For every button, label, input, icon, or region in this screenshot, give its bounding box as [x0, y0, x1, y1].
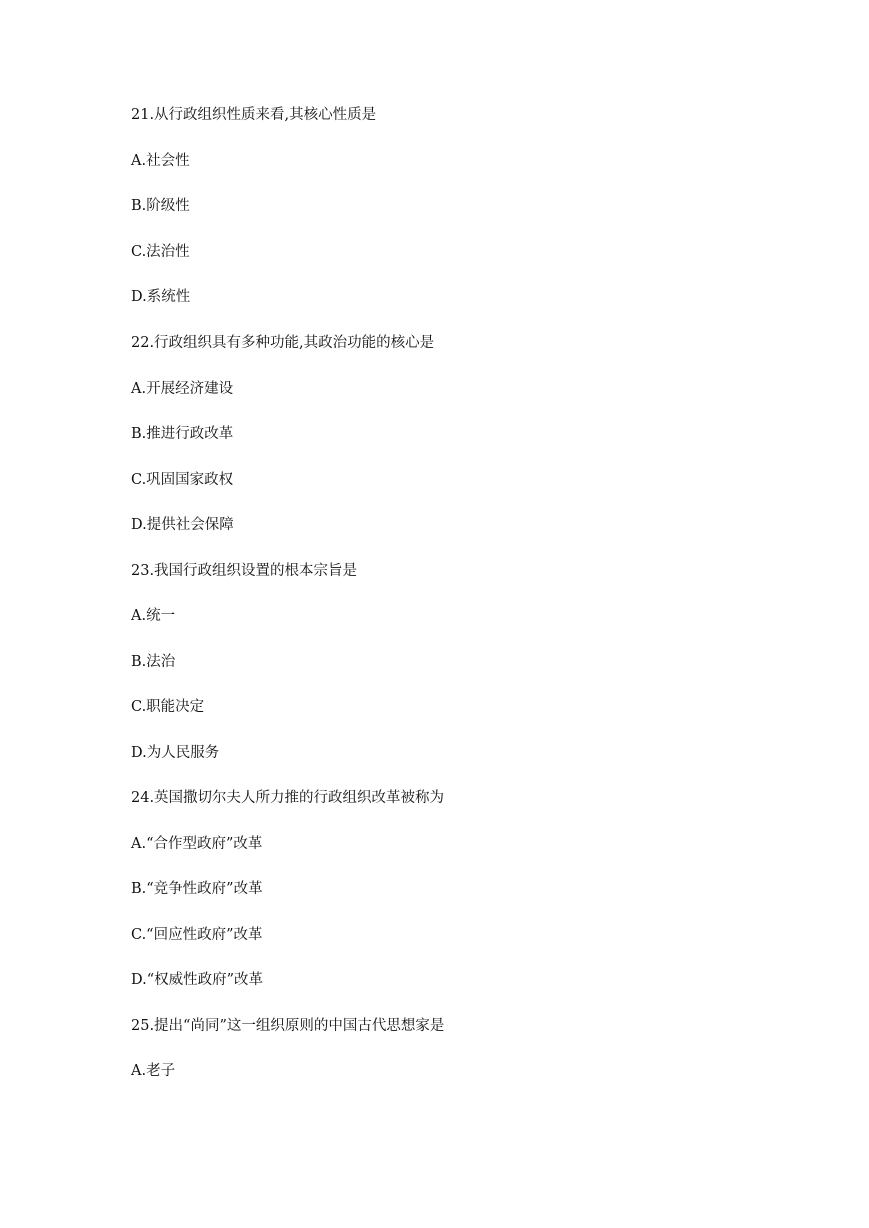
question-22-option-a: A.开展经济建设 — [131, 381, 234, 397]
question-22-option-b: B.推进行政改革 — [131, 426, 234, 442]
question-23-option-c: C.职能决定 — [131, 699, 205, 715]
question-21-option-d: D.系统性 — [131, 289, 191, 305]
question-21-option-a: A.社会性 — [131, 153, 190, 169]
question-22-option-c: C.巩固国家政权 — [131, 472, 234, 488]
question-21-option-c: C.法治性 — [131, 244, 190, 260]
question-23-option-b: B.法治 — [131, 654, 176, 670]
question-24-option-a: A.“合作型政府”改革 — [131, 836, 263, 852]
question-22-option-d: D.提供社会保障 — [131, 517, 234, 533]
question-23-option-d: D.为人民服务 — [131, 745, 220, 761]
question-24-option-d: D.“权威性政府”改革 — [131, 972, 264, 988]
question-24-option-c: C.“回应性政府”改革 — [131, 927, 263, 943]
question-21-stem: 21.从行政组织性质来看,其核心性质是 — [131, 107, 377, 123]
question-23-stem: 23.我国行政组织设置的根本宗旨是 — [131, 563, 358, 579]
question-21-option-b: B.阶级性 — [131, 198, 190, 214]
question-25-stem: 25.提出“尚同”这一组织原则的中国古代思想家是 — [131, 1018, 445, 1034]
question-25-option-a: A.老子 — [131, 1063, 176, 1079]
question-22-stem: 22.行政组织具有多种功能,其政治功能的核心是 — [131, 335, 435, 351]
question-23-option-a: A.统一 — [131, 608, 176, 624]
question-24-option-b: B.“竞争性政府”改革 — [131, 881, 263, 897]
question-24-stem: 24.英国撒切尔夫人所力推的行政组织改革被称为 — [131, 790, 445, 806]
